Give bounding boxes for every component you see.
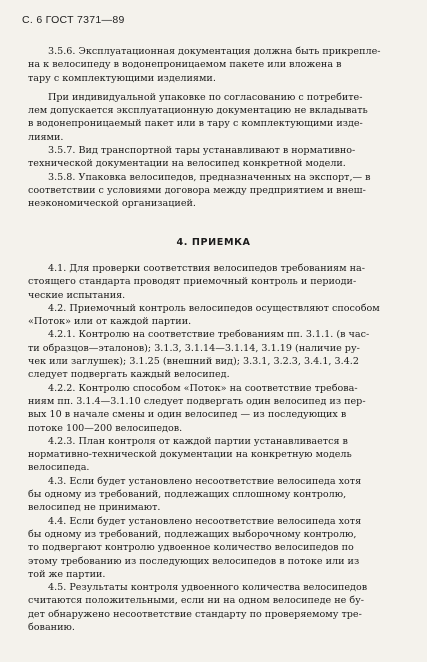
text-line: нормативно-технической документации на конкретную модель	[28, 449, 352, 461]
text-line: «Поток» или от каждой партии.	[28, 316, 192, 328]
text-line: лиями.	[28, 131, 64, 143]
text-line: стоящего стандарта проводят приемочный контроль и периоди-	[28, 276, 357, 288]
text-line: 4.5. Результаты контроля удвоенного количества велосипедов	[48, 582, 368, 594]
text-line: 4.3. Если будет установлено несоответствие велосипеда хотя	[48, 475, 362, 487]
text-line: следует подвергать каждый велосипед.	[28, 369, 230, 381]
text-line: бованию.	[28, 622, 75, 634]
text-line: 4.1. Для проверки соответствия велосипедов требованиям на-	[48, 263, 365, 274]
text-line: велосипеда.	[28, 462, 90, 474]
text-line: ческие испытания.	[28, 289, 126, 301]
text-line: бы одному из требований, подлежащих выборочному контролю,	[28, 528, 357, 540]
text-line: на к велосипеду в водонепроницаемом пакете или вложена в	[28, 59, 342, 71]
text-line: 4.4. Если будет установлено несоответствие велосипеда хотя	[48, 515, 362, 527]
text-line: ниям пп. 3.1.4—3.1.10 следует подвергать один велосипед из пер-	[28, 395, 366, 407]
text-line: той же партии.	[28, 568, 106, 580]
text-line: 4.2.3. План контроля от каждой партии устанавливается в	[48, 435, 348, 447]
text-line: потоке 100—200 велосипедов.	[28, 422, 183, 434]
text-line: чек или заглушек); 3.1.25 (внешний вид); 3.3.1, 3.2.3, 3.4.1, 3.4.2	[28, 356, 359, 368]
text-line: тару с комплектующими изделиями.	[28, 72, 216, 84]
text-line: неэкономической организацией.	[28, 198, 196, 210]
section-4-text	[28, 262, 402, 634]
text-line: считаются положительными, если ни на одном велосипеде не бу-	[28, 595, 364, 607]
text-line: велосипед не принимают.	[28, 502, 161, 514]
text-line: При индивидуальной упаковке по согласованию с потребите-	[48, 91, 363, 103]
text-line: то подвергают контролю удвоенное количество велосипедов по	[28, 542, 354, 554]
page-header: С. 6 ГОСТ 7371—89	[22, 14, 125, 26]
text-line: 3.5.6. Эксплуатационная документация должна быть прикрепле-	[48, 46, 381, 57]
text-line: этому требованию из последующих велосипедов в потоке или из	[28, 555, 360, 567]
text-line: в водонепроницаемый пакет или в тару с комплектующими изде-	[28, 118, 363, 130]
text-line: 3.5.8. Упаковка велосипедов, предназначенных на экспорт,— в	[48, 171, 371, 183]
text-line: ти образцов—эталонов); 3.1.3, 3.1.14—3.1.14, 3.1.19 (наличие ру-	[28, 342, 360, 354]
text-line: дет обнаружено несоответствие стандарту по проверяемому тре-	[28, 608, 362, 620]
text-line: вых 10 в начале смены и один велосипед — из последующих в	[28, 409, 347, 421]
text-line: 3.5.7. Вид транспортной тары устанавливают в нормативно-	[48, 145, 356, 157]
text-line: лем допускается эксплуатационную документацию не вкладывать	[28, 105, 368, 117]
section-3-text	[28, 45, 402, 211]
text-line: технической документации на велосипед конкретной модели.	[28, 158, 346, 170]
text-line: 4.2. Приемочный контроль велосипедов осуществляют способом	[48, 302, 380, 314]
text-line: 4.2.1. Контролю на соответствие требованиям пп. 3.1.1. (в час-	[48, 329, 370, 341]
text-line: соответствии с условиями договора между предприятием и внеш-	[28, 184, 366, 196]
text-line: бы одному из требований, подлежащих сплошному контролю,	[28, 489, 347, 501]
text-line: 4.2.2. Контролю способом «Поток» на соответствие требова-	[48, 382, 358, 394]
section-heading: 4. ПРИЕМКА	[176, 237, 251, 248]
